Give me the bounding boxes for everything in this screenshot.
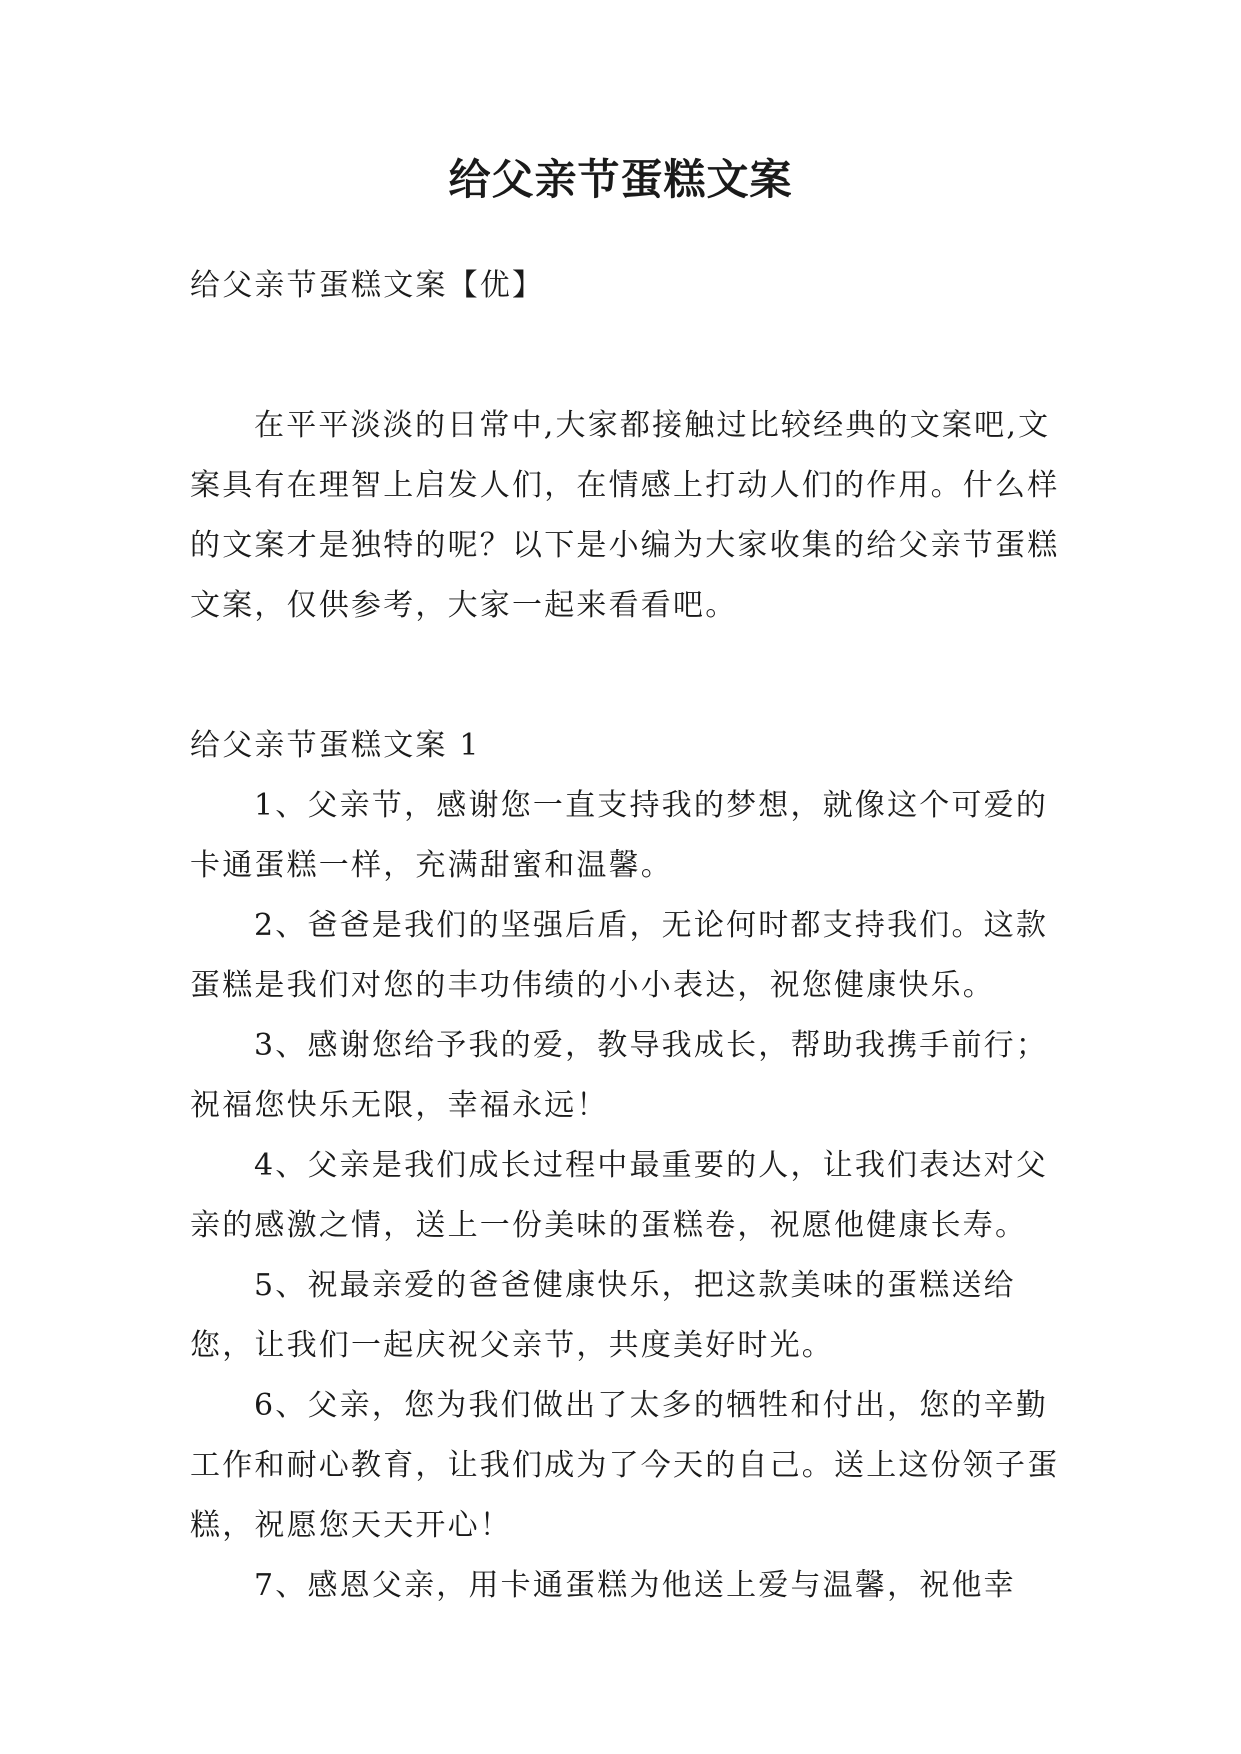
section-heading: 给父亲节蛋糕文案 1: [190, 728, 481, 763]
list-item: 2、爸爸是我们的坚强后盾，无论何时都支持我们。这款蛋糕是我们对您的丰功伟绩的小小表达，祝您健康快乐。: [190, 908, 1049, 1003]
list-item: 6、父亲，您为我们做出了太多的牺牲和付出，您的辛勤工作和耐心教育，让我们成为了今天的自己。送上这份领子蛋糕，祝愿您天天开心！: [190, 1388, 1060, 1543]
intro-paragraph: 在平平淡淡的日常中,大家都接触过比较经典的文案吧,文案具有在理智上启发人们，在情感上打动人们的作用。什么样的文案才是独特的呢？以下是小编为大家收集的给父亲节蛋糕文案，仅供参考，大家一起来看看吧。: [190, 408, 1060, 623]
list-item: 3、感谢您给予我的爱，教导我成长，帮助我携手前行；祝福您快乐无限，幸福永远！: [190, 1028, 1049, 1123]
spacer: [190, 636, 1070, 716]
document-subtitle: 给父亲节蛋糕文案【优】: [190, 268, 545, 303]
list-item: 7、感恩父亲，用卡通蛋糕为他送上爱与温馨，祝他幸: [254, 1568, 1016, 1603]
list-item: 5、祝最亲爱的爸爸健康快乐，把这款美味的蛋糕送给您，让我们一起庆祝父亲节，共度美好时光。: [190, 1268, 1016, 1363]
list-item: 4、父亲是我们成长过程中最重要的人，让我们表达对父亲的感激之情，送上一份美味的蛋糕卷，祝愿他健康长寿。: [190, 1148, 1049, 1243]
document-title: 给父亲节蛋糕文案: [448, 155, 793, 204]
list-item: 1、父亲节，感谢您一直支持我的梦想，就像这个可爱的卡通蛋糕一样，充满甜蜜和温馨。: [190, 788, 1049, 883]
spacer: [190, 316, 1070, 396]
document-body: [190, 256, 1070, 1616]
